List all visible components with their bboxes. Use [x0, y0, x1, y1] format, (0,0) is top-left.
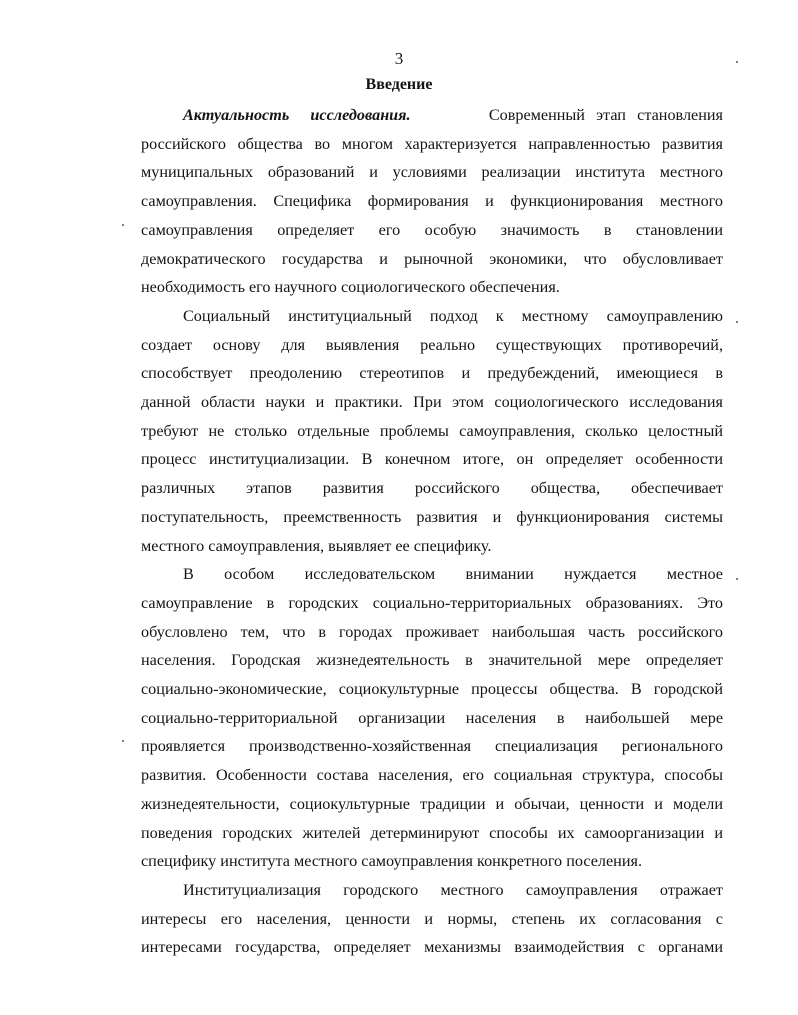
paragraph-line: местного самоуправления, выявляет ее специфику.	[141, 536, 492, 555]
paragraph-line: Актуальность исследования. Современный этап становления	[183, 106, 724, 124]
paragraph-line: самоуправление в городских социально-территориальных образованиях. Это	[141, 593, 723, 612]
paragraph-line: населения. Городская жизнедеятельность в значительной мере определяет	[141, 651, 723, 670]
paragraph-line: обусловлено тем, что в городах проживает наибольшая часть российского	[141, 622, 723, 641]
paragraph-line: необходимость его научного социологического обеспечения.	[141, 278, 560, 297]
paragraph-line: социально-экономические, социокультурные процессы общества. В городской	[141, 680, 723, 699]
paragraph-line: В особом исследовательском внимании нуждается местное	[183, 565, 723, 584]
paragraph-line: создает основу для выявления реально существующих противоречий,	[141, 335, 723, 354]
paragraph-line: данной области науки и практики. При этом социологического исследования	[141, 393, 723, 412]
paragraph-line: демократического государства и рыночной экономики, что обусловливает	[141, 249, 723, 268]
paragraph-line: требуют не столько отдельные проблемы самоуправления, сколько целостный	[141, 421, 723, 440]
section-heading: Введение	[365, 76, 433, 93]
paragraph-4	[141, 876, 723, 962]
lead-phrase: Актуальность исследования.	[183, 106, 411, 124]
paragraph-line: поведения городских жителей детерминируют способы их самоорганизации и	[141, 823, 723, 842]
paragraph-line: Социальный институциальный подход к местному самоуправлению	[183, 306, 723, 325]
paragraph-line: самоуправления. Специфика формирования и функционирования местного	[141, 192, 723, 211]
scan-speck	[736, 321, 738, 323]
paragraph-line: жизнедеятельности, социокультурные традиции и обычаи, ценности и модели	[141, 794, 723, 813]
paragraph-line: поступательность, преемственность развития и функционирования системы	[141, 507, 723, 526]
paragraph-3	[141, 560, 723, 876]
paragraph-line: специфику института местного самоуправления конкретного поселения.	[141, 852, 643, 871]
scan-speck	[736, 61, 738, 63]
paragraph-line: развития. Особенности состава населения, его социальная структура, способы	[141, 766, 723, 785]
paragraph-line: проявляется производственно-хозяйственная специализация регионального	[141, 737, 723, 756]
paragraph-line: интересы его населения, ценности и нормы, степень их согласования с	[141, 909, 723, 928]
paragraph-line: интересами государства, определяет механизмы взаимодействия с органами	[141, 938, 723, 957]
scan-speck	[736, 578, 738, 580]
paragraph-line: Институциализация городского местного самоуправления отражает	[183, 880, 723, 899]
body-text	[141, 101, 723, 962]
paragraph-line: российского общества во многом характеризуется направленностью развития	[141, 134, 723, 153]
paragraph-line: самоуправления определяет его особую значимость в становлении	[141, 220, 723, 239]
scan-speck	[122, 224, 124, 226]
scan-speck	[122, 740, 124, 742]
paragraph-1	[141, 101, 723, 302]
page-number: 3	[394, 49, 404, 68]
paragraph-line: способствует преодолению стереотипов и предубеждений, имеющиеся в	[141, 364, 723, 383]
paragraph-line: социально-территориальной организации населения в наибольшей мере	[141, 708, 723, 727]
paragraph-line: муниципальных образований и условиями реализации института местного	[141, 163, 723, 182]
paragraph-line: процесс институциализации. В конечном итоге, он определяет особенности	[141, 450, 723, 469]
paragraph-2	[141, 302, 723, 560]
paragraph-line: различных этапов развития российского общества, обеспечивает	[141, 479, 723, 498]
